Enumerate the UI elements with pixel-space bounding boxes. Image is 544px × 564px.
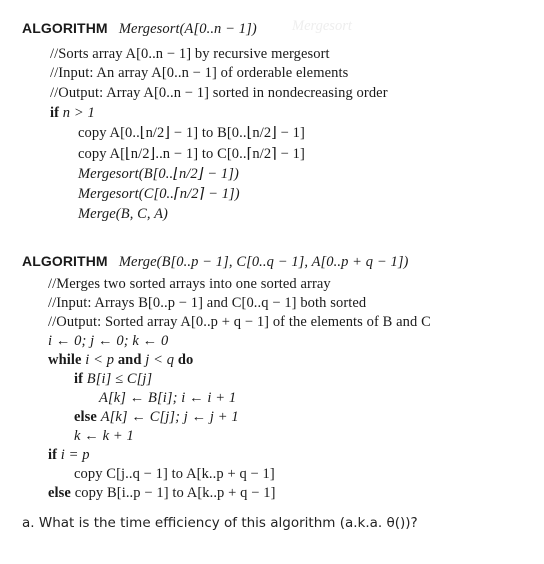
if-keyword: if — [48, 447, 58, 463]
mergesort-signature: Mergesort(A[0..n − 1]) — [118, 21, 257, 37]
do-keyword: do — [177, 352, 194, 368]
mergesort-body-5: Merge(B, C, A) — [78, 206, 168, 222]
mergesort-comment-1: //Sorts array A[0..n − 1] by recursive mergesort — [50, 46, 330, 62]
merge-else-line — [74, 408, 239, 426]
if-condition: B[i] ≤ C[j] — [86, 371, 153, 387]
mergesort-body-4: Mergesort(C[0..⌈n/2⌉ − 1]) — [78, 186, 240, 202]
while-condition: i < p — [85, 352, 115, 368]
else-assign: A[k] ← C[j]; j ← j + 1 — [100, 409, 239, 425]
merge-increment: k ← k + 1 — [74, 428, 134, 444]
if-keyword: if — [50, 105, 60, 121]
mergesort-body-1: copy A[0..⌊n/2⌋ − 1] to B[0..⌊n/2⌋ − 1] — [78, 125, 305, 141]
question-text: a. What is the time efficiency of this algorithm (a.k.a. θ())? — [22, 515, 418, 531]
merge-header — [22, 252, 409, 271]
while-condition-2: j < q — [145, 352, 175, 368]
merge-signature: Merge(B[0..p − 1], C[0..q − 1], A[0..p + q − 1]) — [118, 254, 409, 270]
algorithm-keyword: ALGORITHM — [22, 253, 108, 269]
and-keyword: and — [117, 352, 142, 368]
merge-comment-1: //Merges two sorted arrays into one sorted array — [48, 276, 331, 292]
mergesort-header — [22, 19, 257, 38]
else-keyword: else — [74, 409, 97, 425]
merge-assign-1: A[k] ← B[i]; i ← i + 1 — [99, 390, 237, 406]
merge-copy-2: copy B[i..p − 1] to A[k..p + q − 1] — [74, 485, 276, 501]
if-condition: n > 1 — [62, 105, 95, 121]
merge-else-copy-line — [48, 484, 276, 502]
while-keyword: while — [48, 352, 82, 368]
merge-copy-1: copy C[j..q − 1] to A[k..p + q − 1] — [74, 466, 275, 482]
merge-comment-2: //Input: Arrays B[0..p − 1] and C[0..q − 1] both sorted — [48, 295, 367, 311]
if-keyword: if — [74, 371, 84, 387]
merge-comment-3: //Output: Sorted array A[0..p + q − 1] of the elements of B and C — [48, 314, 431, 330]
watermark-text: Mergesort — [292, 18, 352, 34]
merge-if-line — [74, 370, 152, 388]
merge-if2-line — [48, 446, 90, 464]
merge-while-line — [48, 351, 193, 369]
mergesort-comment-2: //Input: An array A[0..n − 1] of orderable elements — [50, 65, 349, 81]
mergesort-body-3: Mergesort(B[0..⌊n/2⌋ − 1]) — [78, 166, 239, 182]
mergesort-comment-3: //Output: Array A[0..n − 1] sorted in nondecreasing order — [50, 85, 388, 101]
algorithm-keyword: ALGORITHM — [22, 20, 108, 36]
merge-init: i ← 0; j ← 0; k ← 0 — [48, 333, 169, 349]
mergesort-body-2: copy A[⌊n/2⌋..n − 1] to C[0..⌈n/2⌉ − 1] — [78, 146, 305, 162]
mergesort-if-line — [50, 104, 95, 122]
if2-condition: i = p — [60, 447, 90, 463]
else-keyword: else — [48, 485, 71, 501]
